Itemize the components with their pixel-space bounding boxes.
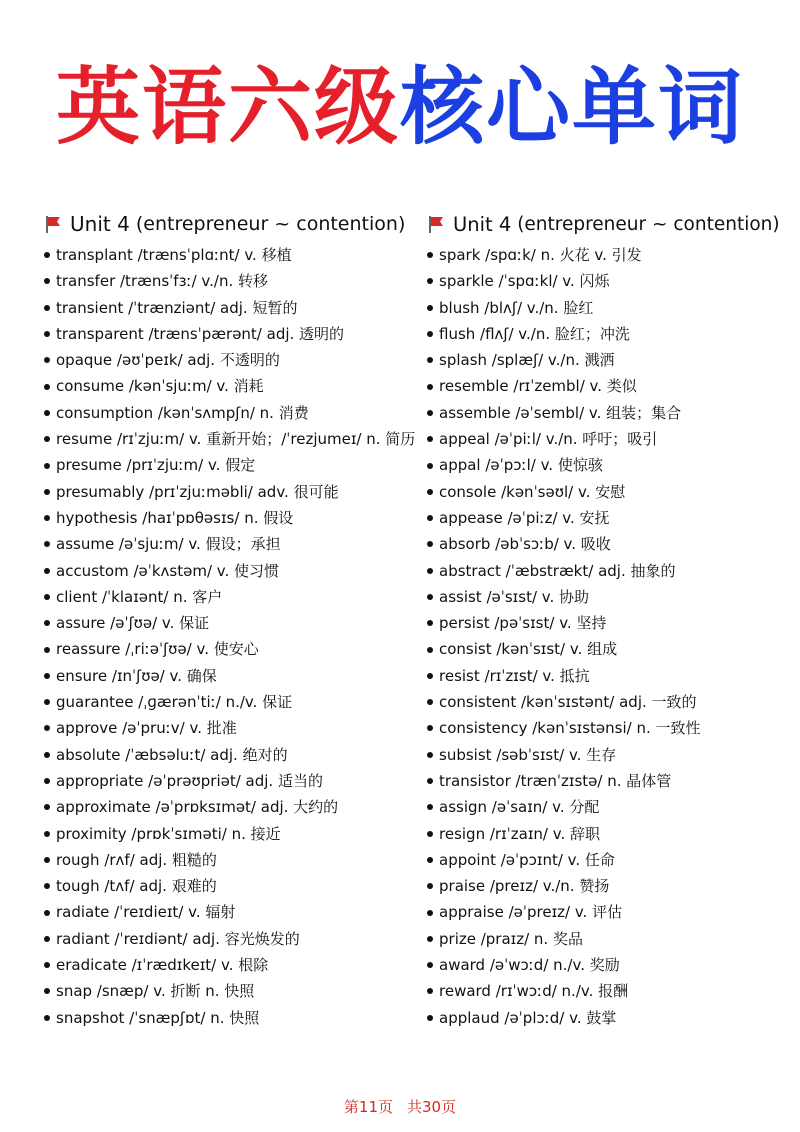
word-entry [44, 952, 416, 978]
bullet-icon [44, 699, 50, 705]
word-entry [427, 584, 787, 610]
word-entry-text: ensure /ɪnˈʃʊə/ v. 确保 [56, 666, 217, 685]
title-blue-part: 核心单词 [400, 58, 745, 156]
word-entry-text: opaque /əʊˈpeɪk/ adj. 不透明的 [56, 351, 280, 370]
word-entry-text: prize /praɪz/ n. 奖品 [439, 929, 583, 948]
unit-header [44, 208, 416, 240]
bullet-icon [427, 883, 433, 889]
word-entry [427, 321, 787, 347]
bullet-icon [427, 541, 433, 547]
bullet-icon [44, 725, 50, 731]
word-entry-text: praise /preɪz/ v./n. 赞扬 [439, 877, 610, 896]
title-red-part: 英语六级 [55, 58, 400, 156]
bullet-icon [427, 331, 433, 337]
bullet-icon [44, 305, 50, 311]
word-entry [44, 400, 416, 426]
bullet-icon [427, 673, 433, 679]
word-entry [427, 847, 787, 873]
bullet-icon [44, 384, 50, 390]
word-entry [427, 531, 787, 557]
word-entry-text: consistency /kənˈsɪstənsi/ n. 一致性 [439, 719, 701, 738]
right-column [427, 208, 787, 1031]
word-entry [44, 1005, 416, 1031]
bullet-icon [44, 252, 50, 258]
word-entry [427, 768, 787, 794]
bullet-icon [44, 778, 50, 784]
word-entry-text: console /kənˈsəʊl/ v. 安慰 [439, 482, 626, 501]
word-entry-text: assemble /əˈsembl/ v. 组装；集合 [439, 403, 682, 422]
unit-range: (entrepreneur ~ contention) [135, 213, 406, 235]
word-entry-text: tough /tʌf/ adj. 艰难的 [56, 877, 217, 896]
word-entry [427, 295, 787, 321]
word-entry [44, 584, 416, 610]
red-flag-icon [427, 214, 445, 234]
word-entry [427, 978, 787, 1004]
word-entry-text: absolute /ˈæbsəluːt/ adj. 绝对的 [56, 745, 288, 764]
word-entry [44, 295, 416, 321]
word-entry [427, 268, 787, 294]
word-entry-text: absorb /əbˈsɔːb/ v. 吸收 [439, 535, 611, 554]
bullet-icon [427, 463, 433, 469]
word-entry [427, 242, 787, 268]
word-entry-text: sparkle /ˈspɑːkl/ v. 闪烁 [439, 272, 610, 291]
bullet-icon [44, 1015, 50, 1021]
word-entry-text: rough /rʌf/ adj. 粗糙的 [56, 850, 217, 869]
bullet-icon [427, 725, 433, 731]
bullet-icon [427, 384, 433, 390]
word-entry [44, 794, 416, 820]
word-entry-text: transient /ˈtrænziənt/ adj. 短暂的 [56, 298, 298, 317]
bullet-icon [427, 489, 433, 495]
word-entry-text: splash /splæʃ/ v./n. 溅洒 [439, 351, 615, 370]
unit-number: Unit 4 [70, 212, 130, 236]
word-entry [44, 505, 416, 531]
word-entry [427, 479, 787, 505]
word-entry [44, 899, 416, 925]
word-list [427, 242, 787, 1031]
bullet-icon [44, 463, 50, 469]
bullet-icon [44, 278, 50, 284]
word-entry-text: transfer /trænsˈfɜː/ v./n. 转移 [56, 272, 268, 291]
word-entry [44, 321, 416, 347]
bullet-icon [44, 962, 50, 968]
word-entry-text: transistor /trænˈzɪstə/ n. 晶体管 [439, 771, 672, 790]
word-entry [44, 373, 416, 399]
word-entry [44, 821, 416, 847]
word-entry-text: flush /flʌʃ/ v./n. 脸红；冲洗 [439, 324, 630, 343]
bullet-icon [44, 673, 50, 679]
word-entry [427, 821, 787, 847]
word-entry-text: reassure /ˌriːəˈʃʊə/ v. 使安心 [56, 640, 259, 659]
word-entry [44, 926, 416, 952]
word-entry-text: client /ˈklaɪənt/ n. 客户 [56, 587, 223, 606]
word-entry [44, 479, 416, 505]
word-entry [44, 347, 416, 373]
word-entry-text: eradicate /ɪˈrædɪkeɪt/ v. 根除 [56, 956, 269, 975]
word-entry-text: appease /əˈpiːz/ v. 安抚 [439, 508, 610, 527]
word-entry-text: consistent /kənˈsɪstənt/ adj. 一致的 [439, 693, 697, 712]
word-entry [44, 426, 416, 452]
word-entry-text: resume /rɪˈzjuːm/ v. 重新开始；/ˈrezjumeɪ/ n. 简历 [56, 430, 416, 449]
word-entry [44, 847, 416, 873]
word-entry-text: persist /pəˈsɪst/ v. 坚持 [439, 614, 607, 633]
word-entry-text: subsist /səbˈsɪst/ v. 生存 [439, 745, 617, 764]
bullet-icon [427, 1015, 433, 1021]
bullet-icon [44, 568, 50, 574]
word-entry-text: resist /rɪˈzɪst/ v. 抵抗 [439, 666, 590, 685]
word-entry-text: resign /rɪˈzaɪn/ v. 辞职 [439, 824, 600, 843]
word-entry-text: appoint /əˈpɔɪnt/ v. 任命 [439, 850, 615, 869]
bullet-icon [44, 410, 50, 416]
bullet-icon [44, 594, 50, 600]
word-entry-text: reward /rɪˈwɔːd/ n./v. 报酬 [439, 982, 629, 1001]
bullet-icon [427, 910, 433, 916]
bullet-icon [427, 568, 433, 574]
bullet-icon [44, 752, 50, 758]
word-entry [44, 636, 416, 662]
word-entry-text: consumption /kənˈsʌmpʃn/ n. 消费 [56, 403, 309, 422]
word-entry [427, 347, 787, 373]
word-entry-text: proximity /prɒkˈsɪməti/ n. 接近 [56, 824, 281, 843]
word-entry-text: snapshot /ˈsnæpʃɒt/ n. 快照 [56, 1008, 260, 1027]
bullet-icon [427, 305, 433, 311]
word-entry [44, 768, 416, 794]
word-entry-text: approve /əˈpruːv/ v. 批准 [56, 719, 237, 738]
left-column [44, 208, 416, 1031]
word-entry [44, 663, 416, 689]
bullet-icon [427, 699, 433, 705]
word-entry [427, 926, 787, 952]
word-entry-text: radiant /ˈreɪdiənt/ adj. 容光焕发的 [56, 929, 300, 948]
word-entry [427, 452, 787, 478]
bullet-icon [427, 410, 433, 416]
word-entry [427, 426, 787, 452]
word-entry-text: appal /əˈpɔːl/ v. 使惊骇 [439, 456, 603, 475]
word-entry [44, 742, 416, 768]
word-entry-text: appraise /əˈpreɪz/ v. 评估 [439, 903, 623, 922]
bullet-icon [44, 910, 50, 916]
word-entry [44, 873, 416, 899]
word-entry-text: appropriate /əˈprəʊpriət/ adj. 适当的 [56, 771, 323, 790]
bullet-icon [427, 778, 433, 784]
word-entry [44, 610, 416, 636]
word-entry-text: blush /blʌʃ/ v./n. 脸红 [439, 298, 594, 317]
bullet-icon [427, 831, 433, 837]
word-entry-text: snap /snæp/ v. 折断 n. 快照 [56, 982, 255, 1001]
word-entry-text: presume /prɪˈzjuːm/ v. 假定 [56, 456, 256, 475]
word-entry-text: transparent /trænsˈpærənt/ adj. 透明的 [56, 324, 345, 343]
word-entry [427, 873, 787, 899]
bullet-icon [427, 436, 433, 442]
bullet-icon [427, 752, 433, 758]
bullet-icon [44, 541, 50, 547]
word-entry-text: resemble /rɪˈzembl/ v. 类似 [439, 377, 637, 396]
word-entry-text: approximate /əˈprɒksɪmət/ adj. 大约的 [56, 798, 339, 817]
unit-number: Unit 4 [453, 212, 512, 236]
word-entry [427, 663, 787, 689]
bullet-icon [44, 883, 50, 889]
bullet-icon [427, 515, 433, 521]
word-entry-text: award /əˈwɔːd/ n./v. 奖励 [439, 956, 620, 975]
word-entry [44, 268, 416, 294]
word-entry [44, 452, 416, 478]
bullet-icon [44, 357, 50, 363]
unit-range: (entrepreneur ~ contention) [517, 213, 780, 235]
word-entry [427, 610, 787, 636]
word-entry-text: spark /spɑːk/ n. 火花 v. 引发 [439, 246, 642, 264]
page-title [0, 52, 800, 162]
bullet-icon [44, 331, 50, 337]
word-entry [427, 952, 787, 978]
word-entry-text: appeal /əˈpiːl/ v./n. 呼吁；吸引 [439, 430, 658, 449]
bullet-icon [44, 857, 50, 863]
word-entry [427, 1005, 787, 1031]
bullet-icon [427, 594, 433, 600]
bullet-icon [427, 620, 433, 626]
word-entry [427, 373, 787, 399]
word-entry [427, 400, 787, 426]
word-entry-text: abstract /ˈæbstrækt/ adj. 抽象的 [439, 561, 676, 580]
bullet-icon [44, 936, 50, 942]
word-entry-text: guarantee /ˌɡærənˈtiː/ n./v. 保证 [56, 693, 293, 712]
bullet-icon [427, 857, 433, 863]
bullet-icon [427, 252, 433, 258]
word-entry-text: presumably /prɪˈzjuːməbli/ adv. 很可能 [56, 482, 339, 501]
word-entry-text: applaud /əˈplɔːd/ v. 鼓掌 [439, 1008, 617, 1027]
bullet-icon [44, 436, 50, 442]
word-entry [427, 689, 787, 715]
word-entry-text: radiate /ˈreɪdieɪt/ v. 辐射 [56, 903, 236, 922]
word-entry [427, 505, 787, 531]
word-entry-text: assume /əˈsjuːm/ v. 假设；承担 [56, 535, 281, 554]
bullet-icon [44, 489, 50, 495]
word-entry-text: assign /əˈsaɪn/ v. 分配 [439, 798, 600, 817]
word-entry-text: consume /kənˈsjuːm/ v. 消耗 [56, 377, 264, 396]
word-entry [427, 715, 787, 741]
word-entry [427, 899, 787, 925]
bullet-icon [44, 831, 50, 837]
word-entry-text: accustom /əˈkʌstəm/ v. 使习惯 [56, 561, 280, 580]
word-entry [44, 715, 416, 741]
bullet-icon [44, 515, 50, 521]
word-entry-text: consist /kənˈsɪst/ v. 组成 [439, 640, 618, 659]
word-list [44, 242, 416, 1031]
bullet-icon [427, 988, 433, 994]
red-flag-icon [44, 214, 62, 234]
word-entry-text: assure /əˈʃʊə/ v. 保证 [56, 614, 210, 633]
word-entry [427, 558, 787, 584]
bullet-icon [44, 804, 50, 810]
word-entry [44, 242, 416, 268]
word-entry [44, 531, 416, 557]
bullet-icon [44, 620, 50, 626]
bullet-icon [44, 647, 50, 653]
bullet-icon [427, 357, 433, 363]
word-entry [44, 558, 416, 584]
word-entry [427, 794, 787, 820]
bullet-icon [427, 936, 433, 942]
bullet-icon [427, 804, 433, 810]
bullet-icon [427, 962, 433, 968]
word-entry-text: hypothesis /haɪˈpɒθəsɪs/ n. 假设 [56, 508, 294, 527]
word-entry [427, 636, 787, 662]
unit-header [427, 208, 787, 240]
word-entry-text: transplant /trænsˈplɑːnt/ v. 移植 [56, 246, 292, 264]
bullet-icon [427, 647, 433, 653]
page-footer [0, 1096, 800, 1117]
bullet-icon [427, 278, 433, 284]
bullet-icon [44, 988, 50, 994]
word-entry-text: assist /əˈsɪst/ v. 协助 [439, 587, 590, 606]
word-entry [44, 978, 416, 1004]
word-entry [44, 689, 416, 715]
total-pages: 共30页 [407, 1098, 457, 1116]
word-entry [427, 742, 787, 768]
page-number: 第11页 [343, 1098, 393, 1116]
